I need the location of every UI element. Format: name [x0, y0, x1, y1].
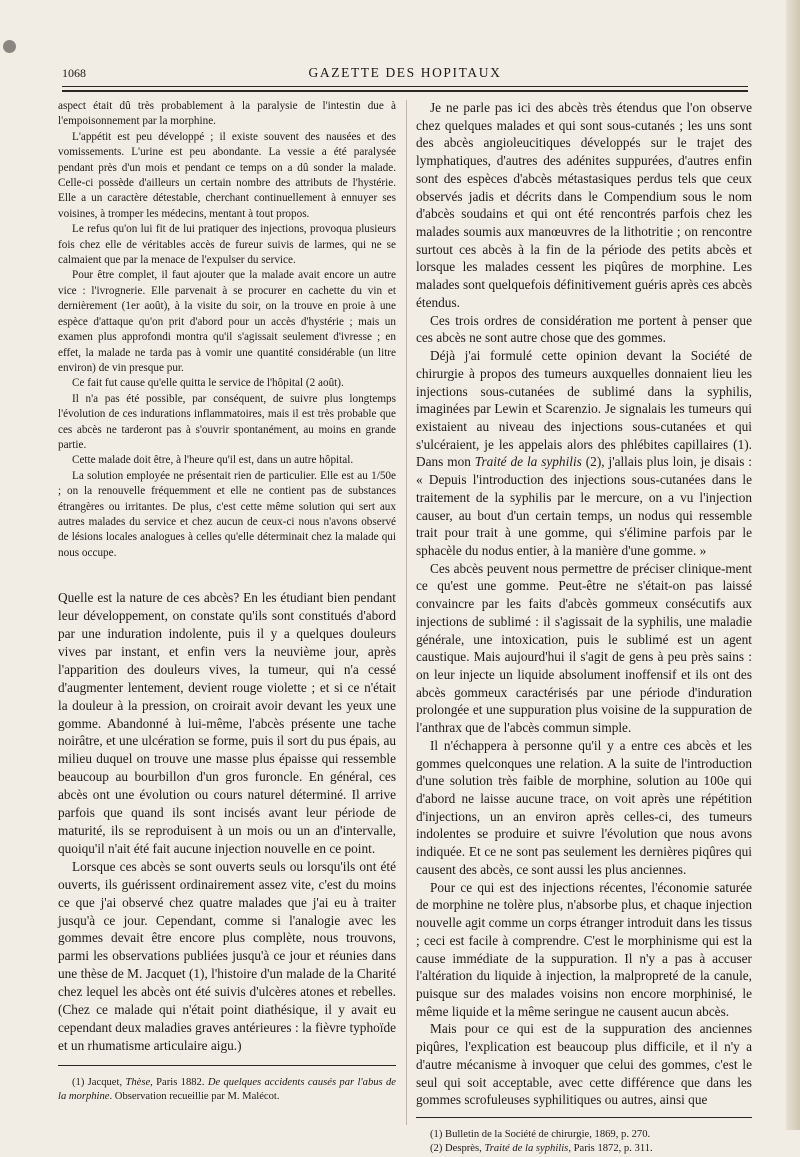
footnotes	[416, 1128, 752, 1157]
paragraph: Le refus qu'on lui fit de lui pratiquer des injections, provoqua plusieurs fois chez elle de véritables accès de fureur suivis de larmes, qui ne se calmaient que par la menace de l'expulser du service.	[58, 223, 396, 267]
paragraph: Il n'a pas été possible, par conséquent, de suivre plus longtemps l'évolution de ces indurations inflammatoires, mais il est très probable que ces abcès ne tarderont pas à s'ouvrir spontanément, au moins en grande partie.	[58, 392, 396, 451]
paragraph: Ce fait fut cause qu'elle quitta le service de l'hôpital (2 août).	[72, 377, 344, 390]
footnote-2: (2) Desprès, Traité de la syphilis, Paris 1872, p. 311.	[430, 1143, 653, 1155]
page-header	[62, 66, 748, 86]
paragraph: Je ne parle pas ici des abcès très étendus que l'on observe chez quelques malades et qui sont sous-cutanés ; les uns sont des abcès angioleucitiques développés sur le trajet des lymphatiques, d'autres des adénites suppurées, d'autres enfin sont des espèces d'abcès métastasiques perdus tels que ceux observés jadis et décrits dans le Compendium sous le nom d'abcès soudains et qui ont été rencontrés parfois chez les malades soumis aux manœuvres de la lithotritie ; on rencontre surtout ces abcès à la fin de la période des petits abcès et lorsque les malades cessent les piqûres de morphine. Les malades sont quelquefois définitivement guéris après ces abcès étendus.	[416, 100, 752, 310]
paragraph: Ces trois ordres de considération me portent à penser que ces abcès ne sont autre chose que des gommes.	[416, 312, 752, 346]
header-rule	[62, 86, 748, 87]
case-report-text	[58, 99, 396, 561]
paragraph: Cette malade doit être, à l'heure qu'il est, dans un autre hôpital.	[72, 454, 354, 467]
paragraph: Pour être complet, il faut ajouter que la malade avait encore un autre vice : l'ivrognerie. Elle parvenait à se procurer en cachette du vin et dernièrement (1er août), à la visite du soir, on la trouve en proie à une espèce d'attaque qu'on prit d'abord pour un accès d'hystérie ; mais un examen plus approfondi montra qu'il s'agissait seulement d'ivresse ; en effet, la malade ne tarda pas à vomir une quantité considérable (un litre environ) de vin presque pur.	[58, 269, 396, 374]
paragraph: Il n'échappera à personne qu'il y a entre ces abcès et les gommes quelconques une relation. A la suite de l'introduction d'une solution très faible de morphine, solution au 100e qui d'abord ne laisse aucune trace, on voit après une répétition d'injections, un an environ après celles-ci, des tumeurs indolentes se produire et suivre l'évolution que nous avons indiquée. Et ce ne sont pas seulement les dernières piqûres qui causent des abcès, ce sont aussi les plus anciennes.	[416, 737, 752, 877]
page-number: 1068	[62, 66, 86, 80]
discussion-text	[58, 589, 396, 1055]
paragraph: Pour ce qui est des injections récentes, l'économie saturée de morphine ne tolère plus, n'absorbe plus, et chaque injection nouvelle agit comme un corps étranger introduit dans les tissus ; ceci est facile à comprendre. C'est le morphinisme qui est la cause immédiate de la suppuration. Il n'y a pas à accuser l'altération du liquide à injection, la malpropreté de la canule, puisque sur des malades voisins non encore morphinisé, le même liquide et la même seringue ne causent aucun abcès.	[416, 879, 752, 1019]
column-divider	[406, 100, 407, 1125]
punch-hole	[3, 40, 16, 53]
paragraph: Mais pour ce qui est de la suppuration des anciennes piqûres, l'explication est beaucoup plus difficile, et il n'y a d'autre mécanisme à invoquer que celui des gommes, c'est le seul qui soit acceptable, avec cette différence que dans les gommes scrofuleuses syphilitiques ou autres, ainsi que	[416, 1021, 752, 1108]
paragraph: Quelle est la nature de ces abcès? En les étudiant bien pendant leur développement, on constate qu'ils sont constitués d'abord par une induration indolente, puis il y a quelques douleurs vives par instant, et enfin vers la neuvième jour, après l'apparition des douleurs vives, la tumeur, qui n'a cessé d'augmenter lentement, devient rouge violette ; et si ce n'était la douleur à la pression, on croirait avoir devant les yeux une gomme. Abandonné à lui-même, l'abcès présente une tache noirâtre, et une ulcération se forme, puis il sort du pus épais, au milieu duquel on trouve une masse plus épaisse qui ressemble beaucoup au bourbillon d'un gros furoncle. En général, ces abcès ont une évolution ou cours naturel déterminé. Il arrive parfois que quand ils sont incisés avant leur période de maturité, ils se reproduisent à un mois ou un an d'intervalle, quoiqu'il n'ait été fait aucune injection nouvelle en ce point.	[58, 590, 396, 856]
paragraph: Lorsque ces abcès se sont ouverts seuls ou lorsqu'ils ont été ouverts, ils guérissent ordinairement assez vite, c'est du moins ce que j'ai observé chez quatre malades que j'ai eu à traiter jusqu'à ce jour. Cependant, comme si l'analogie avec les gommes devait être encore plus complète, nous trouvons, parmi les observations publiées jusqu'à ce jour et réunies dans une thèse de M. Jacquet (1), l'histoire d'un malade de la Charité chez lequel les abcès ont été suivis d'ulcères atones et rebelles. (Chez ce malade qui n'était point diathésique, il y avait eu cependant deux maladies graves antérieures : la fièvre typhoïde et un rhumatisme articulaire aigu.)	[58, 858, 396, 1053]
page-edge	[786, 0, 800, 1130]
footnote-rule	[416, 1117, 752, 1118]
paragraph: aspect était dû très probablement à la paralysie de l'intestin due à l'empoisonnement par la morphine.	[58, 100, 396, 128]
left-column	[58, 99, 396, 1105]
paragraph: L'appétit est peu développé ; il existe souvent des nausées et des vomissements. L'urine est peu abondante. La vessie a été paralysée pendant près d'un mois et pendant ce temps on a dû sonder la malade. Celle-ci possède d'ailleurs un certain nombre des attributs de l'hystérie. Elle a un caractère détestable, cherchant continuellement à ennuyer ses voisines, à tromper les médecins, mentant à tout propos.	[58, 130, 396, 220]
journal-title: GAZETTE DES HOPITAUX	[308, 65, 502, 80]
header-rule-thick	[62, 90, 748, 92]
footnote-1: (1) Bulletin de la Société de chirurgie, 1869, p. 270.	[430, 1128, 651, 1140]
footnotes	[58, 1076, 396, 1105]
footnote-rule	[58, 1065, 396, 1066]
right-column	[416, 99, 752, 1157]
paragraph: Ces abcès peuvent nous permettre de préciser clinique-ment ce qu'est une gomme. Peut-être ne s'était-on pas laissé convaincre par les faits d'abcès gommeux consécutifs aux injections de sublimé : il s'agissait de la syphilis, une maladie générale, une intoxication, puis le sublimé est un agent caustique. Mais aujourd'hui il s'agit de gens à peu près sains : on leur injecte un liquide absolument inoffensif et ils ont des abcès gommeux caractérisés par une période d'induration prolongée et une suppuration plus voisine de la suppuration de l'anthrax que de l'abcès commun simple.	[416, 560, 752, 736]
paragraph: Déjà j'ai formulé cette opinion devant la Société de chirurgie à propos des tumeurs auxquelles donnaient lieu les injections sous-cutanées de sublimé dans la syphilis, imaginées par Lewin et Scarenzio. Je signalais les tumeurs qui existaient au niveau des injections sous-cutanées et qui s'ulcéraient, je les appelais alors des phlébites capillaires (1). Dans mon Traité de la syphilis (2), j'allais plus loin, je disais : « Depuis l'introduction des injections sous-cutanées dans le traitement de la syphilis par le mercure, on a vu l'injection causer, au bout d'un certain temps, un nodus qui ressemble trait pour trait à une gomme, qui s'élimine parfois par le sphacèle du nodus entier, à la manière d'une gomme. »	[416, 348, 752, 558]
footnote-1: (1) Jacquet, Thèse, Paris 1882. De quelques accidents causés par l'abus de la morphine. Observation recueillie par M. Malécot.	[58, 1076, 396, 1103]
section-gap	[58, 561, 396, 589]
paragraph: La solution employée ne présentait rien de particulier. Elle est au 1/50e ; on la renouvelle fréquemment et elle ne contient pas de substances étrangères ou irritantes. De plus, c'est cette même solution qui sert aux autres malades du service et chez aucun de ceux-ci nous n'avons observé de lésions locales analogues à celles qu'elle déterminait chez la malade qui nous occupe.	[58, 469, 396, 559]
